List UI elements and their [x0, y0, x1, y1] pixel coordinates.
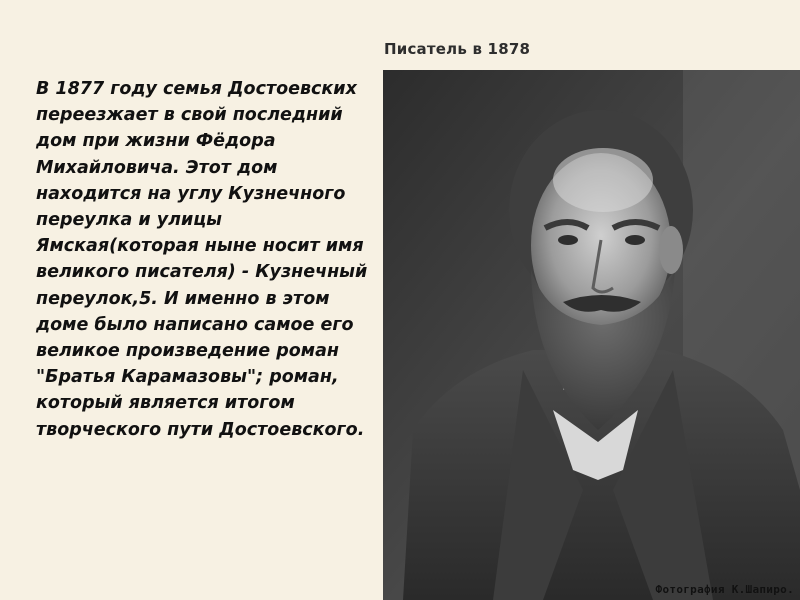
portrait-photo: [383, 70, 800, 600]
portrait-image: [383, 70, 800, 600]
photo-credit: Фотография К.Шапиро.: [655, 583, 794, 596]
body-paragraph: В 1877 году семья Достоевских переезжает в свой последний дом при жизни Фёдора Михайловича. Этот дом находится на углу Кузнечного переулка и улицы Ямская(которая ныне носит имя великого писателя) - Кузнечный переулок,5. И именно в этом доме было написано самое его великое произведение роман "Братья Карамазовы"; роман, который является итогом творческого пути Достоевского.: [36, 79, 368, 440]
photo-caption: Писатель в 1878: [384, 40, 531, 58]
